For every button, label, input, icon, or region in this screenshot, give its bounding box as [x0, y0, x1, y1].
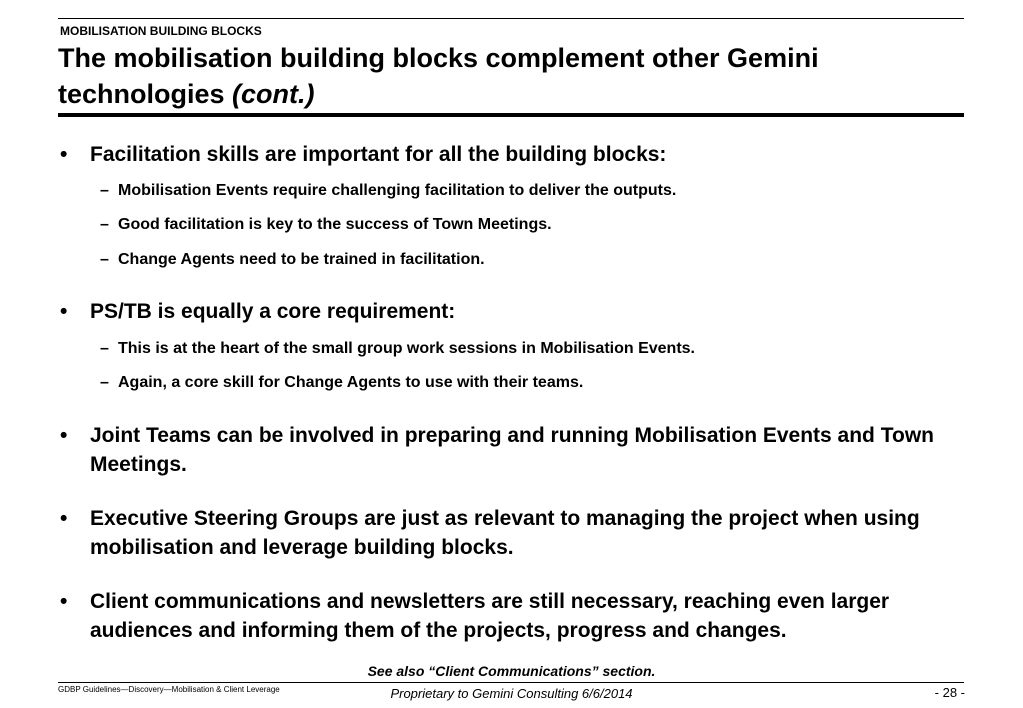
sub-bullet-item	[100, 181, 958, 201]
sub-bullet-dash: –	[100, 251, 109, 268]
title-suffix: (cont.)	[232, 79, 315, 109]
bullet-text: Facilitation skills are important for all the building blocks:	[90, 143, 667, 166]
section-label: MOBILISATION BUILDING BLOCKS	[60, 24, 262, 38]
bullet-dot: •	[60, 507, 68, 530]
page-title	[58, 40, 964, 112]
footer-document-path: GDBP Guidelines—Discovery—Mobilisation & Client Leverage	[58, 685, 280, 694]
bullet-item	[60, 421, 960, 479]
bullet-text: Joint Teams can be involved in preparing and running Mobilisation Events and Town Meetings.	[90, 424, 934, 476]
sub-bullet-item	[100, 339, 958, 359]
bullet-dot: •	[60, 424, 68, 447]
sub-bullet-text: Change Agents need to be trained in facilitation.	[118, 251, 485, 268]
bullet-text: PS/TB is equally a core requirement:	[90, 300, 456, 323]
top-divider	[58, 18, 964, 19]
sub-bullet-text: Mobilisation Events require challenging facilitation to deliver the outputs.	[118, 182, 677, 199]
page-number: - 28 -	[934, 685, 965, 700]
sub-bullet-text: This is at the heart of the small group work sessions in Mobilisation Events.	[118, 340, 695, 357]
bullet-item	[60, 140, 960, 169]
bullet-item	[60, 504, 960, 562]
footer-divider	[58, 682, 964, 683]
title-main: The mobilisation building blocks complement other Gemini technologies	[58, 43, 819, 109]
footer-proprietary-note: Proprietary to Gemini Consulting 6/6/2014	[390, 686, 633, 701]
sub-bullet-dash: –	[100, 374, 109, 391]
sub-bullet-dash: –	[100, 216, 109, 233]
bullet-dot: •	[60, 143, 68, 166]
bullet-dot: •	[60, 300, 68, 323]
sub-bullet-text: Again, a core skill for Change Agents to use with their teams.	[118, 374, 584, 391]
bullet-dot: •	[60, 590, 68, 613]
sub-bullet-item	[100, 250, 958, 270]
sub-bullet-dash: –	[100, 182, 109, 199]
bullet-item	[60, 297, 960, 326]
sub-bullet-item	[100, 215, 958, 235]
sub-bullet-dash: –	[100, 340, 109, 357]
bullet-item	[60, 587, 960, 645]
sub-bullet-text: Good facilitation is key to the success of Town Meetings.	[118, 216, 552, 233]
bullet-text: Executive Steering Groups are just as relevant to managing the project when using mobilisation and leverage building blocks.	[90, 507, 920, 559]
title-divider	[58, 113, 964, 117]
see-also-note: See also “Client Communications” section.	[367, 663, 656, 679]
sub-bullet-item	[100, 373, 958, 393]
bullet-text: Client communications and newsletters are still necessary, reaching even larger audiences and informing them of the projects, progress and changes.	[90, 590, 890, 642]
